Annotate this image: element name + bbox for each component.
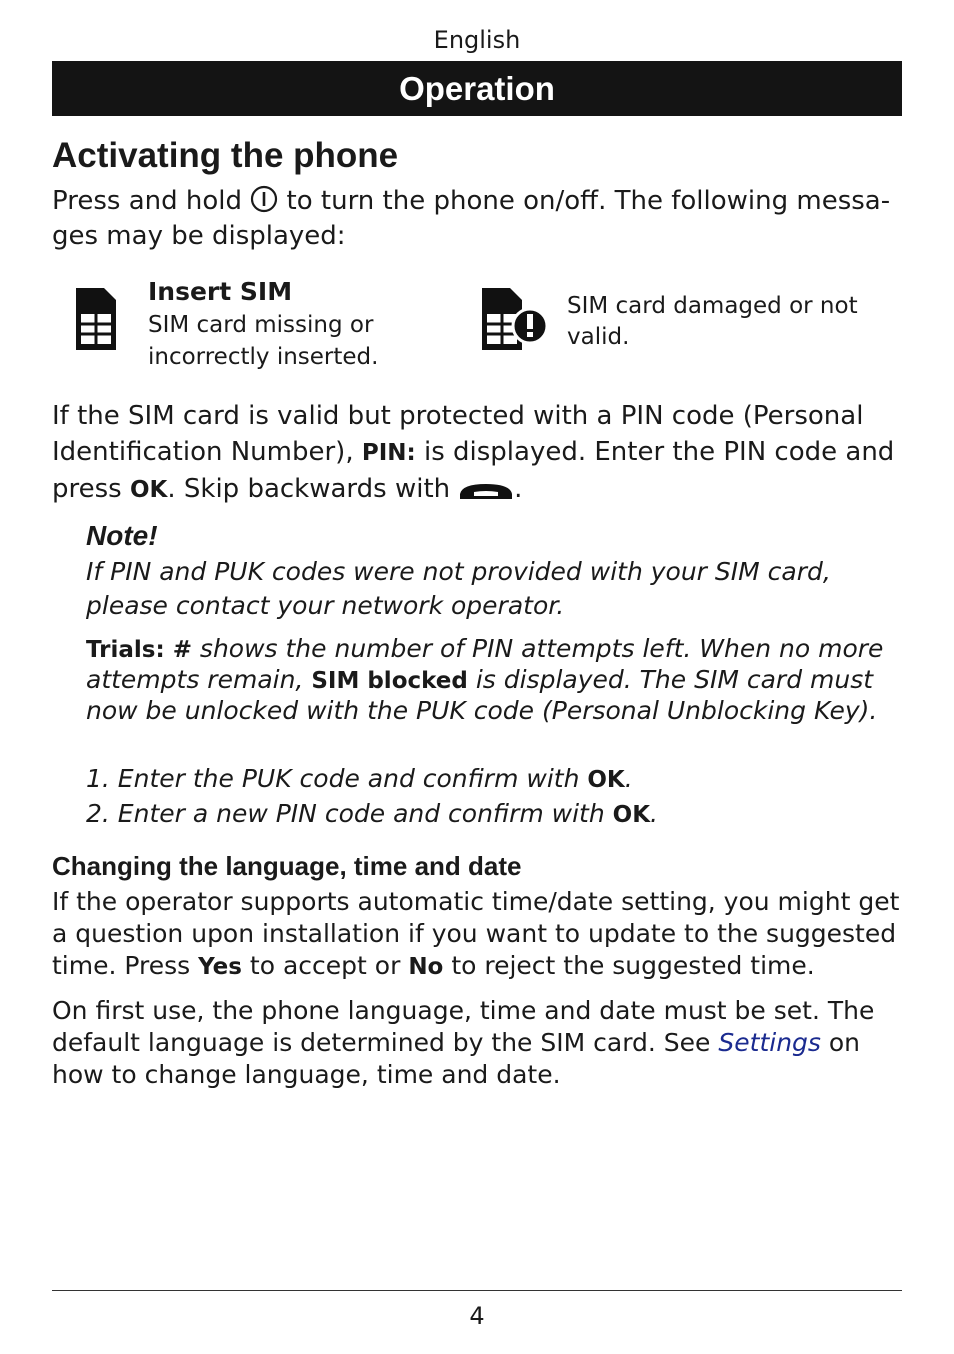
insert-sim-text: SIM card missing or incorrectly inserted. <box>148 312 379 370</box>
step-2: 2. Enter a new PIN code and confirm with OK. <box>86 799 658 828</box>
pin-text-1: If the SIM card is valid but protected with a PIN code (Personal Identification Number), <box>52 401 864 467</box>
pin-text-2: is displayed. Enter the PIN code and press <box>52 437 895 504</box>
settings-link[interactable]: Settings <box>718 1028 821 1057</box>
first-use-paragraph <box>52 995 902 1091</box>
language-label: English <box>433 26 521 54</box>
pin-text-3: . Skip backwards with <box>167 474 451 504</box>
pin-paragraph <box>52 398 902 508</box>
trials-text-1: shows the number of PIN attempts left. When no more attempts remain, <box>86 634 884 694</box>
trials-label: Trials: # <box>86 637 192 663</box>
footer-divider <box>52 1290 902 1291</box>
auto-time-text-3: to reject the suggested time. <box>451 951 815 980</box>
sim-messages <box>52 276 902 376</box>
step-1-text: 1. Enter the PUK code and confirm with <box>86 764 580 793</box>
language-section-title: Changing the language, time and date <box>52 851 522 881</box>
yes-label: Yes <box>198 954 242 980</box>
insert-sim-title: Insert SIM <box>148 277 293 306</box>
sim-card-warning-icon <box>480 286 550 352</box>
intro-text-after: to turn the phone on/off. The following messa-ges may be displayed: <box>52 186 891 251</box>
intro-paragraph <box>52 184 902 254</box>
hang-up-icon <box>458 480 514 500</box>
note-text: If PIN and PUK codes were not provided with your SIM card, please contact your network operator. <box>86 557 831 620</box>
pin-text-4: . <box>514 474 523 504</box>
page-title: Activating the phone <box>52 136 399 175</box>
step-2-text: 2. Enter a new PIN code and confirm with <box>86 799 605 828</box>
trials-text-2: is displayed. The SIM card must now be unlocked with the PUK code (Personal Unblocking Key). <box>86 665 878 725</box>
sim-card-icon <box>74 286 118 352</box>
intro-text-before: Press and hold <box>52 186 242 216</box>
first-use-text-2: on how to change language, time and date. <box>52 1028 861 1089</box>
step-1-ok: OK <box>587 767 625 793</box>
step-1: 1. Enter the PUK code and confirm with OK. <box>86 764 633 793</box>
sim-blocked-label: SIM blocked <box>311 668 468 694</box>
puk-steps <box>86 762 886 832</box>
page-number: 4 <box>469 1302 485 1330</box>
auto-time-text-2: to accept or <box>249 951 401 980</box>
insert-sim-message <box>148 276 398 373</box>
power-button-icon <box>250 185 278 213</box>
sim-damaged-message: SIM card damaged or not valid. <box>567 293 858 350</box>
note-title: Note! <box>86 520 158 551</box>
auto-time-text-1: If the operator supports automatic time/date setting, you might get a question upon installation if you want to update to the suggested time. Press <box>52 887 900 980</box>
section-banner: Operation <box>52 61 902 116</box>
ok-label: OK <box>129 477 168 503</box>
pin-label: PIN: <box>361 440 416 466</box>
no-label: No <box>408 954 444 980</box>
step-2-ok: OK <box>612 802 651 828</box>
first-use-text-1: On first use, the phone language, time and date must be set. The default language is determined by the SIM card. See <box>52 996 875 1057</box>
trials-paragraph <box>86 634 886 726</box>
auto-time-paragraph <box>52 886 902 983</box>
